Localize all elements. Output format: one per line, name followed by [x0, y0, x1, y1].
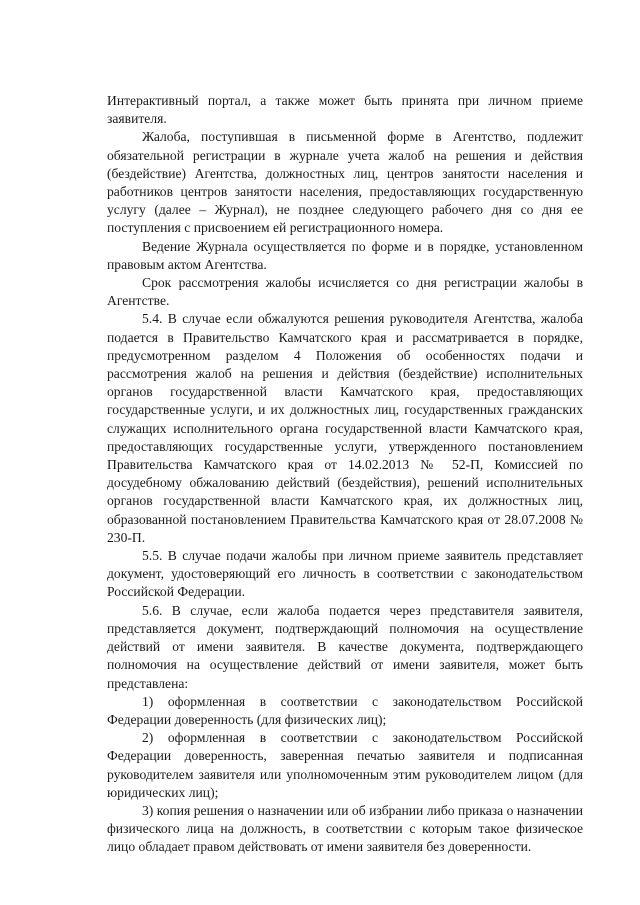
paragraph-review-period: Срок рассмотрения жалобы исчисляется со дня регистрации жалобы в Агентстве.: [107, 275, 583, 309]
paragraph-5-4: 5.4. В случае если обжалуются решения руководителя Агентства, жалоба подается в Правительство Камчатского края и рассматривается в порядке, предусмотренном разделом 4 Положения об особенностях подачи и рассмотрения жалоб на решения и действия (бездействие) исполнительных органов государственной власти Камчатского края, предоставляющих государственные услуги, и их должностных лиц, государственных гражданских служащих исполнительного органа государственной власти Камчатского края, предоставляющих государственные услуги, утвержденного постановлением Правительства Камчатского края от 14.02.2013 № 52-П, Комиссией по досудебному обжалованию действий (бездействия), решений исполнительных органов государственной власти Камчатского края, их должностных лиц, образованной постановлением Правительства Камчатского края от 28.07.2008 № 230-П.: [107, 311, 583, 545]
document-page: [107, 92, 583, 857]
list-item-1: 1) оформленная в соответствии с законодательством Российской Федерации доверенность (для физических лиц);: [107, 693, 583, 727]
paragraph-portal-continuation: Интерактивный портал, а также может быть принята при личном приеме заявителя.: [107, 93, 583, 127]
paragraph-journal-keeping: Ведение Журнала осуществляется по форме и в порядке, установленном правовым актом Агентства.: [107, 238, 583, 272]
paragraph-5-5: 5.5. В случае подачи жалобы при личном приеме заявитель представляет документ, удостоверяющий его личность в соответствии с законодательством Российской Федерации.: [107, 548, 583, 600]
list-item-2: 2) оформленная в соответствии с законодательством Российской Федерации доверенность, заверенная печатью заявителя и подписанная руководителем заявителя или уполномоченным этим руководителем лицом (для юридических лиц);: [107, 730, 583, 800]
paragraph-complaint-registration: Жалоба, поступившая в письменной форме в Агентство, подлежит обязательной регистрации в журнале учета жалоб на решения и действия (бездействие) Агентства, должностных лиц, центров занятости населения и работников центров занятости населения, предоставляющих государственную услугу (далее – Журнал), не позднее следующего рабочего дня со дня ее поступления с присвоением ей регистрационного номера.: [107, 129, 583, 236]
paragraph-5-6: 5.6. В случае, если жалоба подается через представителя заявителя, представляется документ, подтверждающий полномочия на осуществление действий от имени заявителя. В качестве документа, подтверждающего полномочия на осуществление действий от имени заявителя, может быть представлена:: [107, 602, 583, 691]
list-item-3: 3) копия решения о назначении или об избрании либо приказа о назначении физического лица на должность, в соответствии с которым такое физическое лицо обладает правом действовать от имени заявителя без доверенности.: [107, 802, 583, 855]
